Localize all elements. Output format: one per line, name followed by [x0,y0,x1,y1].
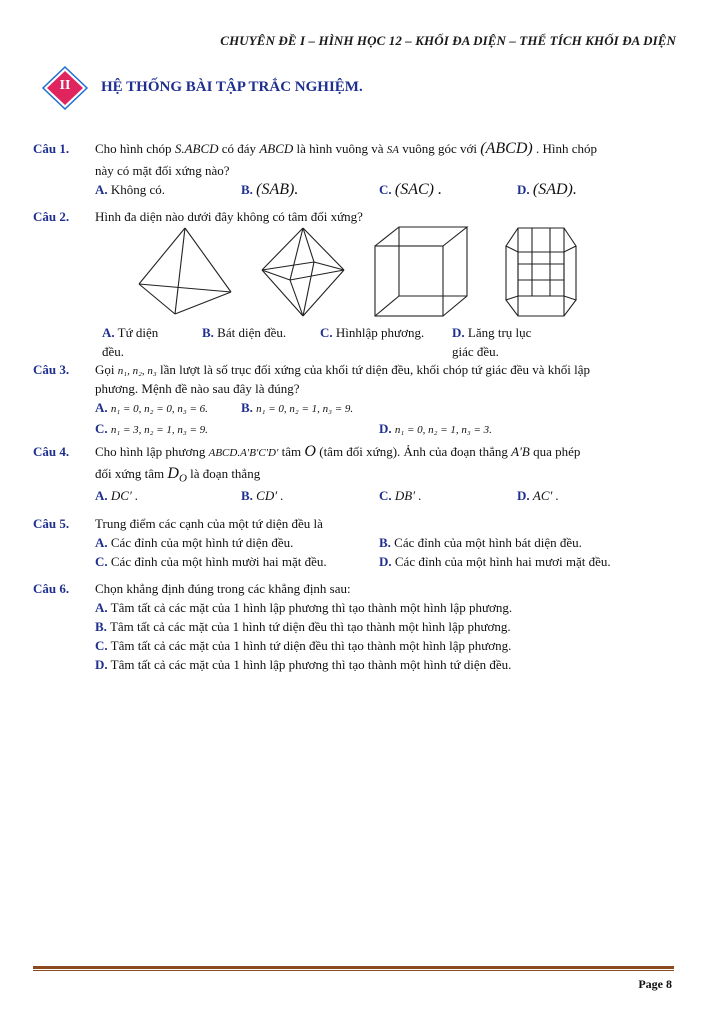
math-expr: D [167,465,179,482]
option-c[interactable]: C. n₁ = 3, n₂ = 1, n₃ = 9. [95,421,208,436]
math-expr: A′B [511,444,530,459]
option-d[interactable]: D. (SAD). [517,181,577,198]
hexagonal-prism-figure [502,224,580,320]
math-subscript: O [178,472,187,485]
option-b[interactable]: B. CD′ . [241,488,284,503]
option-b[interactable]: B. n₁ = 0, n₂ = 1, n₃ = 9. [241,400,354,415]
question-label: Câu 1. [33,141,70,156]
q1-text: có đáy [218,141,260,156]
option-a[interactable]: A. Các đỉnh của một hình tứ diện đều. [95,535,294,550]
q1-text: là hình vuông và [293,141,387,156]
q3-text: Gọi [95,362,118,377]
q2-text: Hình đa diện nào dưới đây không có tâm đối xứng? [95,209,363,224]
option-c[interactable]: C. DB′ . [379,488,422,503]
option-d[interactable]: D. n₁ = 0, n₂ = 1, n₃ = 3. [379,421,492,436]
math-expr: (ABCD) [480,140,533,157]
q4-text: tâm [278,444,305,459]
math-expr: ABCD [259,141,294,156]
option-b[interactable]: B. Bát diện đều. [202,325,287,340]
option-c[interactable]: C. Tâm tất cả các mặt của 1 hình tứ diện đều thì tạo thành một hình lập phương. [95,638,512,653]
q3-text: lần lượt là số trục đối xứng của khối tứ diện đều, khối chóp tứ giác đều và khối lập [156,362,591,377]
q1-text: . Hình chóp [532,141,597,156]
q4-text: qua phép [529,444,581,459]
q4-text: là đoạn thẳng [186,466,261,481]
q4-text: Cho hình lập phương [95,444,209,459]
option-b[interactable]: B. (SAB). [241,181,299,198]
option-d[interactable]: D. Lăng trụ lục giác đều. [452,325,532,359]
section-number: II [59,78,71,93]
option-d[interactable]: D. Các đỉnh của một hình hai mươi mặt đều. [379,554,611,569]
math-expr: O [304,443,316,460]
math-expr: ABCD.A′B′C′D′ [208,447,279,459]
tetrahedron-figure [135,226,235,318]
option-c[interactable]: C. Các đỉnh của một hình mười hai mặt đều. [95,554,327,569]
question-label: Câu 6. [33,581,70,596]
math-expr: S.ABCD [174,141,219,156]
q1-text: vuông góc với [399,141,481,156]
option-a[interactable]: A. Tâm tất cả các mặt của 1 hình lập phương thì tạo thành một hình lập phương. [95,600,513,615]
q1-text-line2: này có mặt đối xứng nào? [95,163,230,178]
option-a[interactable]: A. Tứ diện đều. [102,325,159,359]
q3-text-line2: phương. Mệnh đề nào sau đây là đúng? [95,381,300,396]
section-title: HỆ THỐNG BÀI TẬP TRẮC NGHIỆM. [101,79,363,95]
option-b[interactable]: B. Các đỉnh của một hình bát diện đều. [379,535,582,550]
option-a[interactable]: A. DC′ . [95,488,139,503]
math-expr: SA [386,144,400,156]
question-label: Câu 4. [33,444,70,459]
question-2-options [102,323,562,361]
option-b[interactable]: B. Tâm tất cả các mặt của 1 hình tứ diện đều thì tạo thành một hình lập phương. [95,619,511,634]
footer-rule [33,966,674,971]
question-label: Câu 2. [33,209,70,224]
option-d[interactable]: D. AC′ . [517,488,559,503]
q1-text: Cho hình chóp [95,141,175,156]
option-a[interactable]: A. Không có. [95,182,166,197]
q6-text: Chọn khẳng định đúng trong các khẳng định sau: [95,581,351,596]
q4-text: (tâm đối xứng). Ảnh của đoạn thẳng [315,444,512,459]
option-d[interactable]: D. Tâm tất cả các mặt của 1 hình lập phương thì tạo thành một hình tứ diện đều. [95,657,512,672]
option-a[interactable]: A. n₁ = 0, n₂ = 0, n₃ = 6. [95,400,208,415]
option-c[interactable]: C. Hìnhlập phương. [320,325,425,340]
option-c[interactable]: C. (SAC) . [379,181,442,198]
question-label: Câu 5. [33,516,70,531]
q4-text: đối xứng tâm [95,466,168,481]
running-header: CHUYÊN ĐỀ I – HÌNH HỌC 12 – KHỐI ĐA DIỆN – THỂ TÍCH KHỐI ĐA DIỆN [220,33,676,48]
page-number: Page 8 [638,977,672,991]
octahedron-figure [258,226,348,318]
q5-text: Trung điểm các cạnh của một tứ diện đều là [95,516,323,531]
question-label: Câu 3. [33,362,70,377]
math-expr: n₁, n₂, n₃ [117,365,157,377]
cube-figure [372,224,470,320]
